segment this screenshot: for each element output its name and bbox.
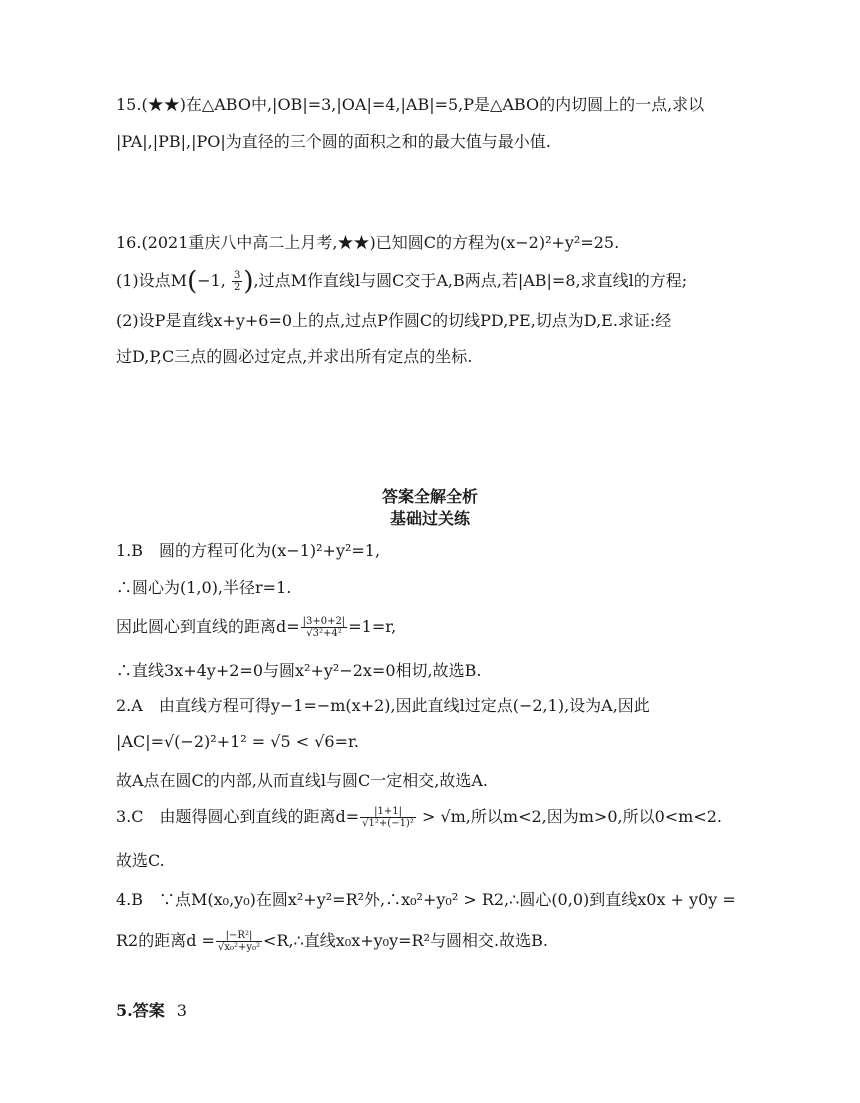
a2-line-2: |AC|=√(−2)²+1² = √5 < √6=r.: [116, 732, 359, 751]
a4-distance-suffix: <R,∴直线x₀x+y₀y=R²与圆相交.故选B.: [263, 931, 548, 950]
fraction-denominator: √1²+(−1)²: [362, 818, 414, 829]
q15-line-2: |PA|,|PB|,|PO|为直径的三个圆的面积之和的最大值与最小值.: [116, 132, 551, 151]
q16-part1-suffix: ,过点M作直线l与圆C交于A,B两点,若|AB|=8,求直线l的方程;: [253, 271, 688, 290]
a5-line: [116, 1000, 187, 1022]
a4-line-1: 4.B ∵点M(x₀,y₀)在圆x²+y²=R²外,∴x₀²+y₀² > R2,∴圆心(0,0)到直线x0x + y0y =: [116, 890, 736, 909]
q16-part1-prefix: (1)设点M: [116, 271, 188, 290]
a1-line-4: ∴直线3x+4y+2=0与圆x²+y²−2x=0相切,故选B.: [116, 661, 482, 680]
fraction-numerator: |−R²|: [216, 930, 262, 942]
a4-distance-prefix: R2的距离d =: [116, 931, 215, 950]
a1-line-2: ∴圆心为(1,0),半径r=1.: [116, 578, 292, 597]
fraction-denominator: 2: [233, 282, 241, 293]
a3-line-1: [116, 806, 722, 829]
a5-value: 3: [176, 1001, 187, 1020]
fraction-numerator: |1+1|: [360, 806, 416, 818]
fraction-numerator: 3: [233, 270, 241, 281]
a3-distance-suffix: > √m,所以m<2,因为m>0,所以0<m<2.: [416, 807, 723, 826]
a5-label: 5.答案: [116, 1001, 165, 1020]
a1-line-3: [116, 616, 396, 639]
a1-distance-prefix: 因此圆心到直线的距离d=: [116, 617, 300, 636]
a3-line-2: 故选C.: [116, 851, 165, 870]
q16-point-y-fraction: [232, 270, 242, 293]
q16-part2-line-2: 过D,P,C三点的圆必过定点,并求出所有定点的坐标.: [116, 347, 473, 366]
a4-distance-fraction: [216, 930, 262, 953]
q16-part2-line-1: (2)设P是直线x+y+6=0上的点,过点P作圆C的切线PD,PE,切点为D,E.求证:经: [116, 311, 672, 330]
fraction-denominator: √x₀²+y₀²: [217, 942, 261, 953]
a3-distance-prefix: 3.C 由题得圆心到直线的距离d=: [116, 807, 360, 826]
q15-line-1: 15.(★★)在△ABO中,|OB|=3,|OA|=4,|AB|=5,P是△ABO的内切圆上的一点,求以: [116, 95, 705, 114]
a4-line-2: [116, 930, 548, 953]
a2-line-1: 2.A 由直线方程可得y−1=−m(x+2),因此直线l过定点(−2,1),设为A,因此: [116, 696, 650, 715]
answers-title: 答案全解全析: [381, 487, 478, 506]
fraction-denominator: √3²+4²: [306, 628, 342, 639]
a3-distance-fraction: [360, 806, 416, 829]
a1-line-1: 1.B 圆的方程可化为(x−1)²+y²=1,: [116, 541, 381, 560]
left-paren-icon: (: [187, 266, 198, 297]
fraction-numerator: |3+0+2|: [302, 616, 346, 627]
q16-point-x: −1,: [197, 271, 226, 290]
right-paren-icon: ): [243, 266, 254, 297]
q16-line-1: 16.(2021重庆八中高二上月考,★★)已知圆C的方程为(x−2)²+y²=25.: [116, 233, 620, 252]
answers-subtitle: 基础过关练: [389, 509, 470, 528]
a1-distance-suffix: =1=r,: [348, 617, 397, 636]
q16-part1: [116, 266, 688, 297]
a1-distance-fraction: [301, 616, 348, 639]
a2-line-3: 故A点在圆C的内部,从而直线l与圆C一定相交,故选A.: [116, 771, 488, 790]
